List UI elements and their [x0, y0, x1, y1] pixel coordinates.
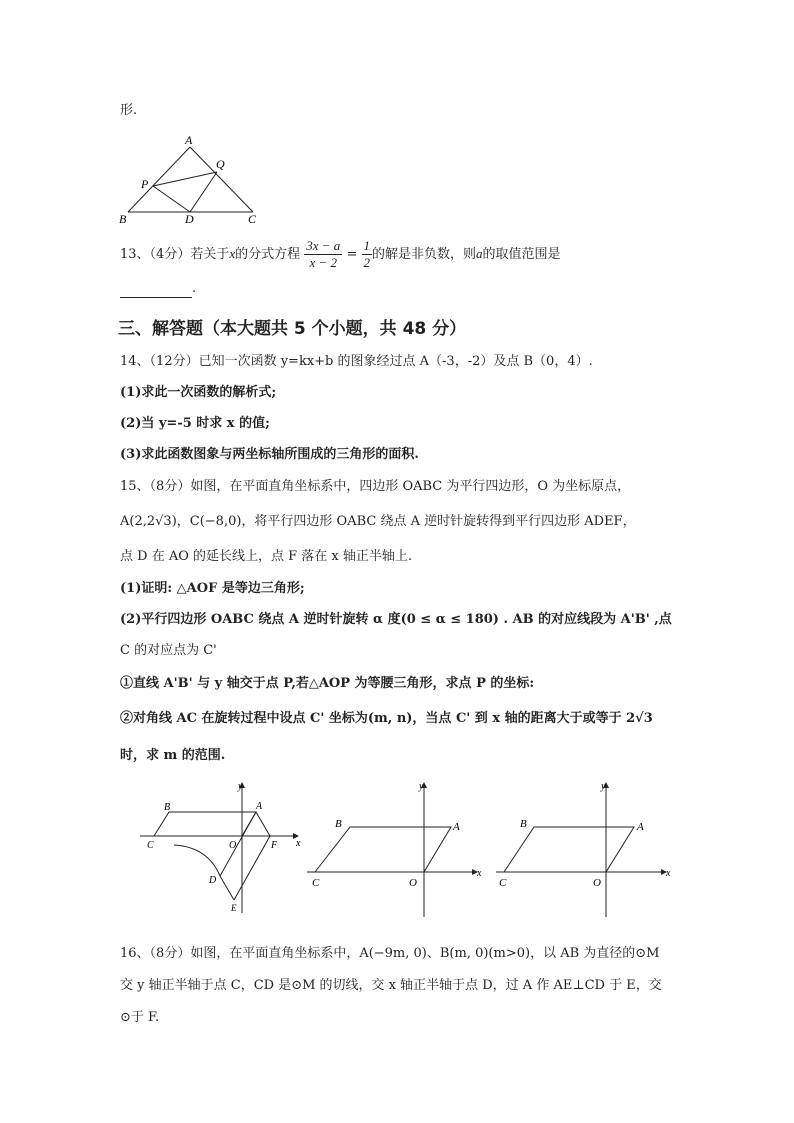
q14-stem: 14、（12分）已知一次函数 y=kx+b 的图象经过点 A（-3，-2）及点 B（0，4）. — [120, 354, 593, 369]
q15-line1: 15、（8分）如图，在平面直角坐标系中，四边形 OABC 为平行四边形，O 为坐标原点， — [120, 479, 631, 494]
label-O: O — [593, 877, 601, 889]
q14-part1: (1)求此一次函数的解析式; — [120, 385, 277, 400]
q15-sub1: ①直线 A'B' 与 y 轴交于点 P,若△AOP 为等腰三角形，求点 P 的坐标: — [120, 676, 535, 691]
q13-after: 的解是非负数，则 — [372, 247, 477, 262]
label-B: B — [119, 212, 127, 226]
parallelogram-figure-1 — [305, 775, 495, 920]
label-A: A — [185, 133, 193, 147]
axis-y-label: y — [238, 781, 243, 792]
label-C: C — [147, 840, 154, 851]
label-A: A — [256, 801, 263, 812]
q16-line3: ⊙于 F. — [120, 1010, 160, 1025]
q15-sub2a: ②对角线 AC 在旋转过程中设点 C' 坐标为(m, n)，当点 C' 到 x 轴的距离大于或等于 2√3 — [120, 711, 653, 726]
label-O: O — [229, 840, 237, 851]
label-C: C — [248, 212, 257, 226]
label-F: F — [271, 840, 278, 851]
question-13 — [120, 236, 561, 273]
label-Q: Q — [216, 157, 225, 171]
q15-line2: A(2,2√3)，C(−8,0)，将平行四边形 OABC 绕点 A 逆时针旋转得到平行四边形 ADEF， — [120, 514, 636, 529]
label-C: C — [312, 877, 320, 889]
label-B: B — [335, 818, 342, 830]
q15-sub2b: 时，求 m 的范围. — [120, 748, 226, 763]
q15-part2a: (2)平行四边形 OABC 绕点 A 逆时针旋转 α 度(0 ≤ α ≤ 180) . AB 的对应线段为 A'B' ,点 — [120, 612, 672, 627]
q16-line2: 交 y 轴正半轴于点 C，CD 是⊙M 的切线，交 x 轴正半轴于点 D，过 A 作 AE⊥CD 于 E，交 — [120, 978, 662, 993]
parallelogram-figure-2 — [494, 775, 680, 920]
label-A: A — [453, 821, 460, 833]
q16-line1: 16、（8分）如图，在平面直角坐标系中，A(−9m, 0)、B(m, 0)(m>0)，以 AB 为直径的⊙M — [120, 946, 660, 961]
q13-rhs-fraction: $\frac{1}{2}$ — [363, 238, 370, 270]
q13-var-x: x — [229, 246, 236, 261]
triangle-figure — [115, 132, 275, 228]
q15-part2b: C 的对应点为 C' — [120, 643, 217, 658]
label-E: E — [231, 903, 237, 913]
label-C: C — [499, 877, 507, 889]
axis-x-label: x — [296, 838, 301, 849]
axis-y-label: y — [419, 781, 424, 792]
q13-var-a: a — [476, 246, 483, 261]
label-B: B — [520, 818, 527, 830]
label-O: O — [409, 877, 417, 889]
q15-part1: (1)证明: △AOF 是等边三角形; — [120, 581, 305, 596]
q14-part2: (2)当 y=-5 时求 x 的值; — [120, 416, 270, 431]
q13-suffix: 的取值范围是 — [482, 247, 561, 262]
q15-line3: 点 D 在 AO 的延长线上，点 F 落在 x 轴正半轴上. — [120, 549, 413, 564]
q13-mid: 的分式方程 — [235, 247, 301, 262]
q13-prefix: 13、（4分）若关于 — [120, 247, 230, 262]
label-P: P — [141, 177, 149, 191]
section-heading: 三、解答题（本大题共 5 个小题，共 48 分） — [118, 319, 467, 339]
q13-fraction: $\frac{3x - a}{x - 2}$ — [306, 238, 341, 270]
answer-blank[interactable] — [120, 283, 192, 298]
q14-part3: (3)求此函数图象与两坐标轴所围成的三角形的面积. — [120, 447, 419, 462]
label-D: D — [185, 212, 194, 226]
axis-x-label: x — [666, 868, 671, 879]
label-B: B — [164, 802, 171, 813]
axis-y-label: y — [601, 781, 606, 792]
continued-text: 形. — [120, 103, 138, 118]
label-A: A — [637, 821, 644, 833]
q13-equals: = — [346, 247, 358, 262]
axis-x-label: x — [477, 868, 482, 879]
answer-blank-line: . — [120, 280, 196, 298]
label-D: D — [209, 875, 217, 886]
rotation-figure — [138, 775, 308, 920]
